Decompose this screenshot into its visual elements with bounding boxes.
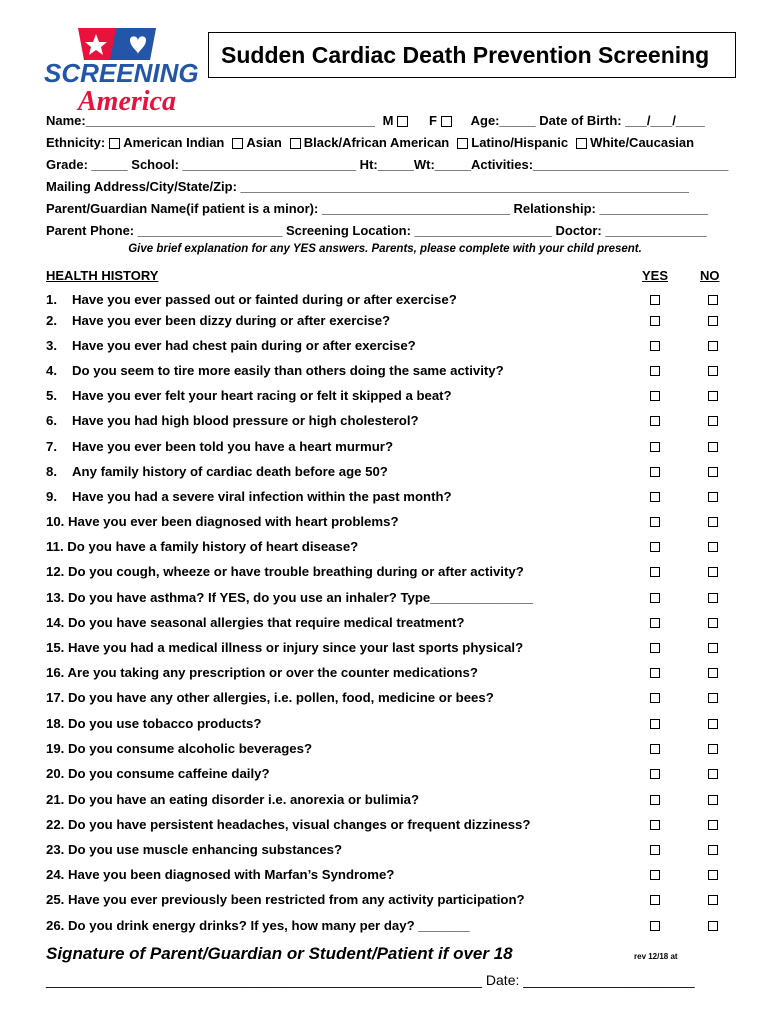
- question-row: [46, 439, 746, 459]
- no-checkbox[interactable]: [708, 693, 718, 703]
- ethnicity-option: Black/African American: [303, 135, 450, 150]
- no-checkbox[interactable]: [708, 895, 718, 905]
- question-text: 15. Have you had a medical illness or injury since your last sports physical?: [46, 640, 524, 655]
- question-number: 1.: [46, 292, 57, 307]
- question-row: [46, 564, 746, 584]
- no-checkbox[interactable]: [708, 442, 718, 452]
- ethnicity-label: Ethnicity:: [46, 135, 106, 150]
- question-row: [46, 918, 746, 938]
- question-text: 11. Do you have a family history of heart disease?: [46, 539, 359, 554]
- ethnicity-option: American Indian: [123, 135, 225, 150]
- logo-graphic: [38, 20, 208, 120]
- no-checkbox[interactable]: [708, 316, 718, 326]
- no-checkbox[interactable]: [708, 542, 718, 552]
- personal-info-row: [46, 113, 705, 128]
- question-number: 2.: [46, 313, 57, 328]
- no-checkbox[interactable]: [708, 467, 718, 477]
- question-number: 9.: [46, 489, 57, 504]
- question-text: 22. Do you have persistent headaches, visual changes or frequent dizziness?: [46, 817, 531, 832]
- question-row: [46, 514, 746, 534]
- yes-column-header: YES: [642, 268, 669, 283]
- no-column-header: NO: [700, 268, 720, 283]
- no-checkbox[interactable]: [708, 769, 718, 779]
- american-indian-checkbox[interactable]: [109, 138, 120, 149]
- yes-checkbox[interactable]: [650, 643, 660, 653]
- question-row: [46, 489, 746, 509]
- question-number: 3.: [46, 338, 57, 353]
- yes-checkbox[interactable]: [650, 820, 660, 830]
- question-number: 5.: [46, 388, 57, 403]
- question-text: 10. Have you ever been diagnosed with heart problems?: [46, 514, 399, 529]
- yes-checkbox[interactable]: [650, 542, 660, 552]
- yes-checkbox[interactable]: [650, 719, 660, 729]
- question-row: [46, 690, 746, 710]
- question-text: 18. Do you use tobacco products?: [46, 716, 262, 731]
- question-row: [46, 842, 746, 862]
- yes-checkbox[interactable]: [650, 467, 660, 477]
- yes-checkbox[interactable]: [650, 870, 660, 880]
- question-row: [46, 615, 746, 635]
- no-checkbox[interactable]: [708, 593, 718, 603]
- female-checkbox[interactable]: [441, 116, 452, 127]
- yes-checkbox[interactable]: [650, 391, 660, 401]
- no-checkbox[interactable]: [708, 795, 718, 805]
- question-text: Have you ever felt your heart racing or felt it skipped a beat?: [72, 388, 452, 403]
- parent-guardian-row[interactable]: Parent/Guardian Name(if patient is a minor): __________________________ Relationship: _______________: [46, 201, 708, 216]
- ethnicity-option: Asian: [246, 135, 282, 150]
- question-row: [46, 590, 746, 610]
- yes-checkbox[interactable]: [650, 744, 660, 754]
- signature-date-line[interactable]: ________________________________________________________ Date: ______________________: [46, 972, 695, 988]
- question-text: Have you ever been dizzy during or after exercise?: [72, 313, 391, 328]
- logo-text-1: SCREENING: [44, 58, 199, 88]
- no-checkbox[interactable]: [708, 668, 718, 678]
- health-history-heading: HEALTH HISTORY: [46, 268, 159, 283]
- ethnicity-row: [46, 135, 694, 150]
- latino-checkbox[interactable]: [457, 138, 468, 149]
- question-text: 17. Do you have any other allergies, i.e. pollen, food, medicine or bees?: [46, 690, 494, 705]
- question-number: 7.: [46, 439, 57, 454]
- no-checkbox[interactable]: [708, 391, 718, 401]
- yes-checkbox[interactable]: [650, 517, 660, 527]
- ethnicity-option: Latino/Hispanic: [471, 135, 569, 150]
- question-row: [46, 338, 746, 358]
- revision-note: rev 12/18 at: [634, 952, 678, 961]
- no-checkbox[interactable]: [708, 921, 718, 931]
- question-text: Have you had high blood pressure or high cholesterol?: [72, 413, 419, 428]
- question-text: 13. Do you have asthma? If YES, do you use an inhaler? Type______________: [46, 590, 533, 605]
- no-checkbox[interactable]: [708, 820, 718, 830]
- female-label: F: [429, 113, 437, 128]
- question-row: [46, 792, 746, 812]
- instructions: Give brief explanation for any YES answers. Parents, please complete with your child present.: [128, 243, 642, 255]
- question-row: [46, 363, 746, 383]
- ethnicity-option: White/Caucasian: [590, 135, 695, 150]
- yes-checkbox[interactable]: [650, 316, 660, 326]
- question-number: 8.: [46, 464, 57, 479]
- question-row: [46, 665, 746, 685]
- question-row: [46, 766, 746, 786]
- yes-checkbox[interactable]: [650, 416, 660, 426]
- white-checkbox[interactable]: [576, 138, 587, 149]
- black-checkbox[interactable]: [290, 138, 301, 149]
- question-row: [46, 817, 746, 837]
- question-text: 24. Have you been diagnosed with Marfan’s Syndrome?: [46, 867, 395, 882]
- yes-checkbox[interactable]: [650, 845, 660, 855]
- no-checkbox[interactable]: [708, 618, 718, 628]
- question-row: [46, 388, 746, 408]
- no-checkbox[interactable]: [708, 845, 718, 855]
- yes-checkbox[interactable]: [650, 341, 660, 351]
- signature-label: Signature of Parent/Guardian or Student/Patient if over 18: [46, 944, 513, 963]
- question-number: 4.: [46, 363, 57, 378]
- yes-checkbox[interactable]: [650, 492, 660, 502]
- male-checkbox[interactable]: [397, 116, 408, 127]
- question-text: 14. Do you have seasonal allergies that require medical treatment?: [46, 615, 465, 630]
- yes-checkbox[interactable]: [650, 769, 660, 779]
- question-row: [46, 741, 746, 761]
- no-checkbox[interactable]: [708, 744, 718, 754]
- no-checkbox[interactable]: [708, 719, 718, 729]
- yes-checkbox[interactable]: [650, 895, 660, 905]
- yes-checkbox[interactable]: [650, 442, 660, 452]
- yes-checkbox[interactable]: [650, 668, 660, 678]
- parent-phone-row[interactable]: Parent Phone: ____________________ Screening Location: ___________________ Doctor: ______________: [46, 223, 707, 238]
- no-checkbox[interactable]: [708, 416, 718, 426]
- question-number: 6.: [46, 413, 57, 428]
- no-checkbox[interactable]: [708, 492, 718, 502]
- no-checkbox[interactable]: [708, 517, 718, 527]
- question-text: Have you ever had chest pain during or after exercise?: [72, 338, 416, 353]
- yes-checkbox[interactable]: [650, 795, 660, 805]
- question-text: Have you ever been told you have a heart murmur?: [72, 439, 393, 454]
- yes-checkbox[interactable]: [650, 618, 660, 628]
- question-row: [46, 867, 746, 887]
- grade-school-row[interactable]: Grade: _____ School: ________________________ Ht:_____Wt:_____Activities:___________________________: [46, 157, 729, 172]
- mailing-address-row[interactable]: Mailing Address/City/State/Zip: ______________________________________________________________: [46, 179, 689, 194]
- question-text: 25. Have you ever previously been restricted from any activity participation?: [46, 892, 525, 907]
- question-text: 12. Do you cough, wheeze or have trouble breathing during or after activity?: [46, 564, 524, 579]
- yes-checkbox[interactable]: [650, 693, 660, 703]
- yes-checkbox[interactable]: [650, 295, 660, 305]
- logo-text-2: America: [78, 86, 176, 117]
- screening-america-logo: [38, 20, 208, 120]
- question-row: [46, 640, 746, 660]
- asian-checkbox[interactable]: [232, 138, 243, 149]
- question-text: Have you had a severe viral infection within the past month?: [72, 489, 452, 504]
- no-checkbox[interactable]: [708, 870, 718, 880]
- question-text: 20. Do you consume caffeine daily?: [46, 766, 270, 781]
- yes-checkbox[interactable]: [650, 921, 660, 931]
- age-dob-field[interactable]: Age:_____ Date of Birth: ___/___/____: [470, 113, 705, 128]
- question-text: 21. Do you have an eating disorder i.e. anorexia or bulimia?: [46, 792, 420, 807]
- yes-checkbox[interactable]: [650, 366, 660, 376]
- question-row: [46, 716, 746, 736]
- question-row: [46, 292, 746, 312]
- question-row: [46, 413, 746, 433]
- male-label: M: [382, 113, 394, 128]
- no-checkbox[interactable]: [708, 341, 718, 351]
- question-text: Any family history of cardiac death before age 50?: [72, 464, 388, 479]
- no-checkbox[interactable]: [708, 366, 718, 376]
- no-checkbox[interactable]: [708, 295, 718, 305]
- question-row: [46, 313, 746, 333]
- page-title: Sudden Cardiac Death Prevention Screening: [208, 32, 736, 78]
- name-field[interactable]: Name:________________________________________: [46, 113, 375, 128]
- no-checkbox[interactable]: [708, 643, 718, 653]
- yes-checkbox[interactable]: [650, 593, 660, 603]
- question-text: 16. Are you taking any prescription or over the counter medications?: [46, 665, 478, 680]
- question-text: 23. Do you use muscle enhancing substances?: [46, 842, 343, 857]
- question-row: [46, 464, 746, 484]
- question-row: [46, 892, 746, 912]
- no-checkbox[interactable]: [708, 567, 718, 577]
- question-row: [46, 539, 746, 559]
- question-text: Do you seem to tire more easily than others doing the same activity?: [72, 363, 504, 378]
- question-text: 26. Do you drink energy drinks? If yes, how many per day? _______: [46, 918, 470, 933]
- yes-checkbox[interactable]: [650, 567, 660, 577]
- question-text: Have you ever passed out or fainted during or after exercise?: [72, 292, 457, 307]
- question-text: 19. Do you consume alcoholic beverages?: [46, 741, 313, 756]
